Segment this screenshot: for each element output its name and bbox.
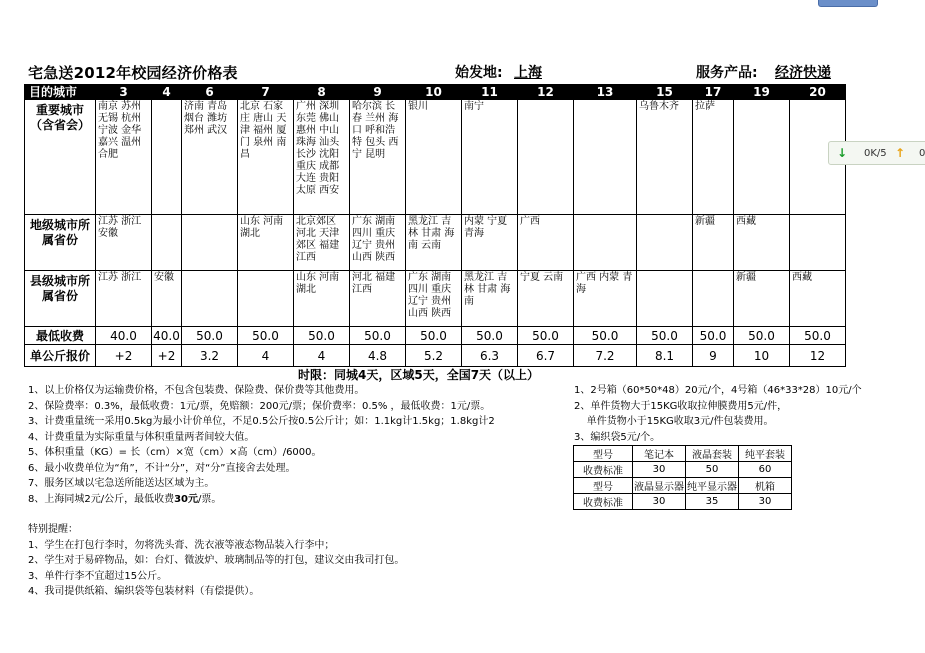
table-cell: 内蒙 宁夏 青海	[462, 215, 518, 271]
table-cell: 江苏 浙江 安徽	[96, 215, 152, 271]
table-cell	[574, 100, 637, 215]
table-cell: 北京 石家庄 唐山 天津 福州 厦门 泉州 南昌	[238, 100, 294, 215]
table-cell: 山东 河南 湖北	[294, 271, 350, 327]
speed-widget[interactable]	[828, 141, 925, 165]
header-cell: 15	[637, 85, 693, 100]
table-cell: 30	[633, 462, 686, 478]
table-cell: 30	[739, 494, 792, 510]
table-cell	[182, 215, 238, 271]
header-cell: 9	[350, 85, 406, 100]
table-cell: 6.7	[518, 345, 574, 367]
table-cell: 10	[734, 345, 790, 367]
row-label: 县级城市所属省份	[25, 271, 96, 327]
note-8-bold: 30元	[174, 493, 199, 505]
row-label: 地级城市所属省份	[25, 215, 96, 271]
table-row	[574, 446, 792, 462]
table-cell: 4	[294, 345, 350, 367]
table-cell: 9	[693, 345, 734, 367]
table-cell: 安徽	[152, 271, 182, 327]
note-line: 1、2号箱（60*50*48）20元/个，4号箱（46*33*28）10元/个	[574, 385, 862, 396]
header-cell: 7	[238, 85, 294, 100]
tips-title: 特别提醒：	[28, 524, 78, 535]
table-cell: 50.0	[294, 327, 350, 345]
note-line: 3、编织袋5元/个。	[574, 431, 661, 443]
header-cell: 10	[406, 85, 462, 100]
table-cell: 型号	[574, 446, 633, 462]
fee-notes	[28, 383, 495, 507]
row-label: 最低收费	[25, 327, 96, 345]
table-cell: 新疆	[693, 215, 734, 271]
special-tips	[28, 522, 404, 600]
note-line: 3、计费重量统一采用0.5kg为最小计价单位，不足0.5公斤按0.5公斤计；如：1.1kg计1.5kg；1.8kg计2	[28, 416, 495, 427]
table-cell: 新疆	[734, 271, 790, 327]
row-per-kg	[25, 345, 846, 367]
table-cell	[574, 215, 637, 271]
table-cell	[152, 100, 182, 215]
table-cell: 山东 河南 湖北	[238, 215, 294, 271]
note-line: 6、最小收费单位为“角”，不计“分”，对“分”直接舍去处理。	[28, 462, 296, 474]
table-cell: 50.0	[574, 327, 637, 345]
table-cell: 收费标准	[574, 462, 633, 478]
table-cell: 纯平套装	[739, 446, 792, 462]
table-row	[574, 462, 792, 478]
table-cell: 液晶套装	[686, 446, 739, 462]
note-line: 5、体积重量（KG）= 长（cm）×宽（cm）×高（cm）/6000。	[28, 447, 322, 458]
table-cell: 江苏 浙江	[96, 271, 152, 327]
time-limit: 时限：同城4天，区域5天，全国7天（以上）	[298, 368, 540, 382]
note-line: 单件货物小于15KG收取3元/件包装费用。	[574, 416, 774, 427]
origin-label: 始发地:	[455, 65, 503, 81]
table-cell: 乌鲁木齐	[637, 100, 693, 215]
table-cell: 3.2	[182, 345, 238, 367]
table-cell: 50.0	[350, 327, 406, 345]
table-cell: 西藏	[734, 215, 790, 271]
table-cell: 12	[790, 345, 846, 367]
top-button[interactable]	[818, 0, 878, 7]
table-cell: 广西 内蒙 青海	[574, 271, 637, 327]
tip-line: 4、我司提供纸箱、编织袋等包装材料（有偿提供）。	[28, 586, 260, 597]
header-cell: 20	[790, 85, 846, 100]
row-major-cities	[25, 100, 846, 215]
table-cell: 50.0	[734, 327, 790, 345]
table-cell	[152, 215, 182, 271]
page-title: 宅急送2012年校园经济价格表	[28, 64, 238, 82]
table-cell: 收费标准	[574, 494, 633, 510]
box-fee-table	[573, 445, 792, 510]
header-cell: 17	[693, 85, 734, 100]
table-row	[574, 494, 792, 510]
header-cell: 3	[96, 85, 152, 100]
table-cell	[518, 100, 574, 215]
table-cell: 50	[686, 462, 739, 478]
table-cell: 60	[739, 462, 792, 478]
header-cell: 19	[734, 85, 790, 100]
header-cell: 8	[294, 85, 350, 100]
arrow-up-icon: ↑	[895, 146, 906, 160]
speed-rate: 0K/5	[864, 148, 887, 159]
tip-line: 1、学生在打包行李时，勿将洗头膏、洗衣液等液态物品装入行李中；	[28, 539, 335, 551]
table-cell: 南宁	[462, 100, 518, 215]
table-cell: 黑龙江 吉林 甘肃 海南 云南	[406, 215, 462, 271]
table-cell: 8.1	[637, 345, 693, 367]
table-cell: 50.0	[462, 327, 518, 345]
table-cell	[637, 271, 693, 327]
table-cell: 北京郊区 河北 天津郊区 福建 江西	[294, 215, 350, 271]
header-cell: 目的城市	[25, 85, 96, 100]
table-cell: 50.0	[693, 327, 734, 345]
tip-line: 2、学生对于易碎物品，如：台灯、微波炉、玻璃制品等的打包，建议交由我司打包。	[28, 555, 405, 566]
table-cell: 4	[238, 345, 294, 367]
table-cell: 7.2	[574, 345, 637, 367]
table-cell: 30	[633, 494, 686, 510]
header-cell: 12	[518, 85, 574, 100]
table-cell: 6.3	[462, 345, 518, 367]
table-cell: 机箱	[739, 478, 792, 494]
table-cell: 广州 深圳 东莞 佛山 惠州 中山 珠海 汕头 长沙 沈阳 重庆 成都 大连 贵阳 太原 西安	[294, 100, 350, 215]
service-value: 经济快递	[775, 65, 831, 81]
table-cell: 河北 福建 江西	[350, 271, 406, 327]
note-line: 2、保险费率：0.3%，最低收费：1元/票，免赔额：200元/票；保价费率：0.5% ，最低收费：1元/票。	[28, 400, 491, 412]
table-row	[574, 478, 792, 494]
table-cell	[182, 271, 238, 327]
price-table	[24, 84, 846, 367]
note-line: 1、以上价格仅为运输费价格，不包含包装费、保险费、保价费等其他费用。	[28, 385, 365, 396]
table-cell: 40.0	[153, 328, 180, 343]
tip-line: 3、单件行李不宜超过15公斤。	[28, 570, 168, 582]
table-cell: 液晶显示器	[633, 478, 686, 494]
header-cell: 11	[462, 85, 518, 100]
table-cell: 4.8	[350, 345, 406, 367]
table-cell: 50.0	[637, 327, 693, 345]
table-cell: 50.0	[790, 327, 846, 345]
table-cell: +2	[152, 345, 182, 367]
table-cell	[693, 271, 734, 327]
table-cell: 50.0	[238, 327, 294, 345]
table-cell: 广西	[518, 215, 574, 271]
row-county	[25, 271, 846, 327]
table-cell: 型号	[574, 478, 633, 494]
table-cell: 拉萨	[693, 100, 734, 215]
table-cell: 宁夏 云南	[518, 271, 574, 327]
table-cell	[790, 215, 846, 271]
note-line: 7、服务区域以宅急送所能送达区域为主。	[28, 478, 215, 489]
row-label: 单公斤报价	[25, 345, 96, 367]
speed-up-value: 0	[919, 148, 925, 159]
table-cell: 35	[686, 494, 739, 510]
table-cell	[637, 215, 693, 271]
note-line: 4、计费重量为实际重量与体积重量两者间较大值。	[28, 431, 255, 443]
table-cell: 南京 苏州 无锡 杭州 宁波 金华 嘉兴 温州 合肥	[96, 100, 152, 215]
table-header-row	[25, 85, 846, 100]
table-cell: 广东 湖南 四川 重庆 辽宁 贵州 山西 陕西	[350, 215, 406, 271]
origin-value: 上海	[514, 65, 542, 81]
packaging-notes	[574, 383, 862, 445]
note-line-8	[28, 492, 495, 508]
arrow-down-icon: ↓	[837, 146, 848, 160]
note-8-tail: /票。	[198, 493, 222, 505]
table-cell: 5.2	[406, 345, 462, 367]
table-cell: 笔记本	[633, 446, 686, 462]
table-cell	[238, 271, 294, 327]
table-cell: 哈尔滨 长春 兰州 海口 呼和浩特 包头 西宁 昆明	[350, 100, 406, 215]
table-cell	[734, 100, 790, 215]
table-cell: 银川	[406, 100, 462, 215]
row-min-fee	[25, 327, 846, 345]
note-8-text: 8、上海同城2元/公斤，最低收费	[28, 493, 175, 505]
table-cell: 黑龙江 吉林 甘肃 海南	[462, 271, 518, 327]
header-cell: 4	[152, 85, 182, 100]
table-cell: 40.0	[96, 327, 152, 345]
table-cell: 西藏	[790, 271, 846, 327]
table-cell: 纯平显示器	[686, 478, 739, 494]
header-cell: 13	[574, 85, 637, 100]
table-cell: 济南 青岛 烟台 潍坊 郑州 武汉	[182, 100, 238, 215]
row-label: 重要城市（含省会）	[25, 100, 96, 215]
table-cell: 50.0	[182, 327, 238, 345]
table-cell: 50.0	[518, 327, 574, 345]
note-line: 2、单件货物大于15KG收取拉伸膜费用5元/件，	[574, 400, 788, 412]
table-cell: +2	[96, 345, 152, 367]
table-cell: 广东 湖南 四川 重庆 辽宁 贵州 山西 陕西	[406, 271, 462, 327]
table-cell: 50.0	[406, 327, 462, 345]
header-cell: 6	[182, 85, 238, 100]
service-label: 服务产品:	[696, 65, 758, 81]
row-prefecture	[25, 215, 846, 271]
